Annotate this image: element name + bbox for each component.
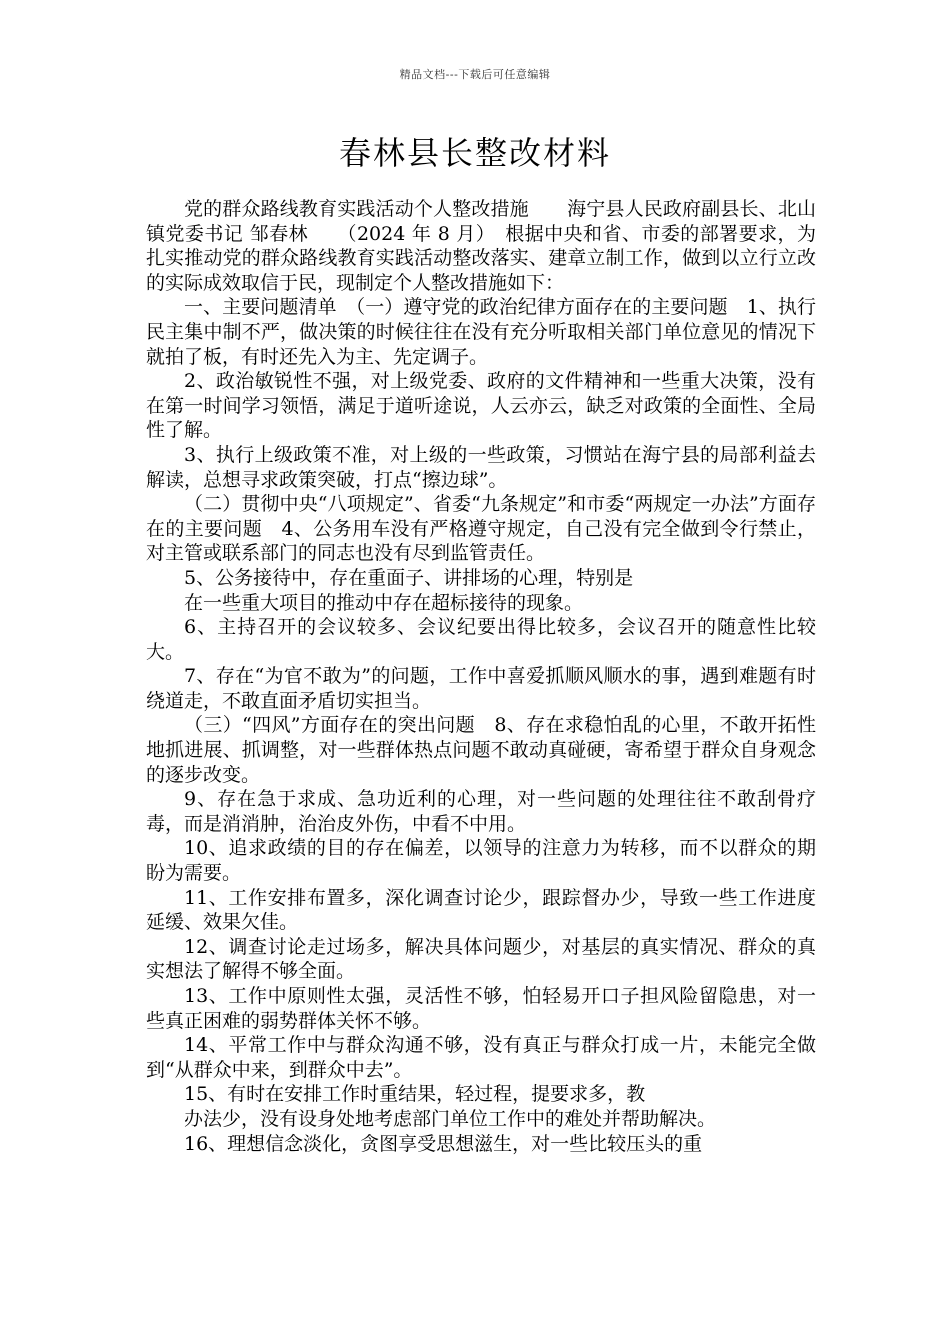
- paragraph: 10、追求政绩的目的存在偏差，以领导的注意力为转移，而不以群众的期盼为需要。: [146, 837, 816, 885]
- paragraph: 12、调查讨论走过场多，解决具体问题少，对基层的真实情况、群众的真实想法了解得不够全面。: [146, 935, 816, 983]
- paragraph: 办法少，没有设身处地考虑部门单位工作中的难处并帮助解决。: [184, 1107, 717, 1130]
- paragraph: 14、平常工作中与群众沟通不够，没有真正与群众打成一片，未能完全做到“从群众中来，到群众中去”。: [146, 1034, 816, 1081]
- paragraph: 5、公务接待中，存在重面子、讲排场的心理，特别是: [184, 566, 634, 589]
- page-header-note: 精品文档---下载后可任意编辑: [399, 68, 551, 81]
- paragraph: （三）“四风”方面存在的突出问题 8、存在求稳怕乱的心里，不敢开拓性地抓进展、抓调整，对一些群体热点问题不敢动真碰硬，寄希望于群众自身观念的逐步改变。: [146, 714, 816, 786]
- paragraph: （二）贯彻中央“八项规定”、省委“九条规定”和市委“两规定一办法”方面存在的主要问题 4、公务用车没有严格遵守规定，自己没有完全做到令行禁止，对主管或联系部门的同志也没有尽到监管责任。: [146, 493, 816, 565]
- paragraph: 3、执行上级政策不准，对上级的一些政策，习惯站在海宁县的局部利益去解读，总想寻求政策突破，打点“擦边球”。: [146, 443, 816, 491]
- paragraph: 9、存在急于求成、急功近利的心理，对一些问题的处理往往不敢刮骨疗毒，而是消消肿，治治皮外伤，中看不中用。: [146, 788, 816, 835]
- paragraph: 15、有时在安排工作时重结果，轻过程，提要求多，教: [184, 1083, 646, 1106]
- paragraph: 11、工作安排布置多，深化调查讨论少，跟踪督办少，导致一些工作进度延缓、效果欠佳。: [146, 886, 816, 934]
- paragraph: 13、工作中原则性太强，灵活性不够，怕轻易开口子担风险留隐患，对一些真正困难的弱势群体关怀不够。: [146, 985, 816, 1032]
- paragraph: 6、主持召开的会议较多、会议纪要出得比较多，会议召开的随意性比较大。: [146, 616, 816, 663]
- document-title: 春林县长整改材料: [338, 134, 611, 172]
- paragraph: 16、理想信念淡化，贪图享受思想滋生，对一些比较压头的重: [184, 1132, 703, 1155]
- paragraph: 党的群众路线教育实践活动个人整改措施 海宁县人民政府副县长、北山镇党委书记 邹春林 （2024 年 8 月） 根据中央和省、市委的部署要求，为扎实推动党的群众路线教育实践活动整改落实、建章立制工作，做到以立行立改的实际成效取信于民，现制定个人整改措施如下：: [146, 198, 816, 294]
- document-body: [146, 197, 816, 1156]
- paragraph: 一、主要问题清单 （一）遵守党的政治纪律方面存在的主要问题 1、执行民主集中制不严，做决策的时候往往在没有充分听取相关部门单位意见的情况下就拍了板，有时还先入为主、先定调子。: [146, 296, 816, 368]
- paragraph: 7、存在“为官不敢为”的问题，工作中喜爱抓顺风顺水的事，遇到难题有时绕道走，不敢直面矛盾切实担当。: [146, 665, 816, 712]
- paragraph: 在一些重大项目的推动中存在超标接待的现象。: [184, 591, 584, 614]
- paragraph: 2、政治敏锐性不强，对上级党委、政府的文件精神和一些重大决策，没有在第一时间学习领悟，满足于道听途说，人云亦云，缺乏对政策的全面性、全局性了解。: [146, 370, 816, 442]
